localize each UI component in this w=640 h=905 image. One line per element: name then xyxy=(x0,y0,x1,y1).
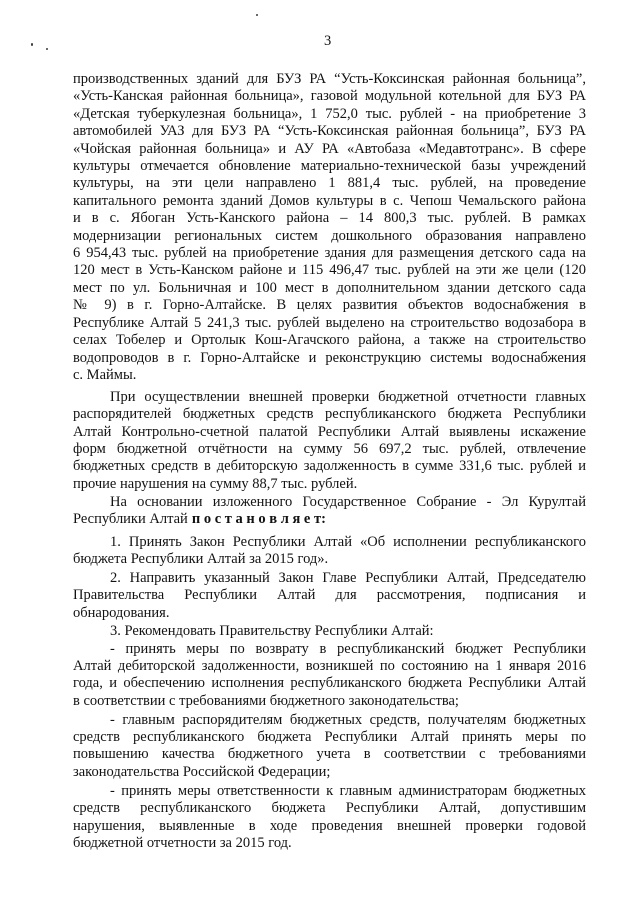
text-line: законодательства Российской Федерации; xyxy=(73,763,331,780)
page-number: 3 xyxy=(324,33,332,49)
text-line: в соответствии с требованиями бюджетного законодательства; xyxy=(73,692,459,709)
text-line: - главным распорядителям бюджетных средств, получателям бюджетных xyxy=(110,711,586,728)
resolution-item-1 xyxy=(73,534,586,569)
text-line: - принять меры ответственности к главным администраторам бюджетных xyxy=(110,782,586,799)
text-line: бюджетных средств в дебиторскую задолженность в сумме 331,6 тыс. рублей и xyxy=(73,458,586,475)
text-line: прочие нарушения на сумму 88,7 тыс. рублей. xyxy=(73,475,358,492)
text-line: производственных зданий для БУЗ РА “Усть-Коксинская районная больница”, xyxy=(73,71,586,87)
text-line: нарушения, выявленные в ходе проведения внешней проверки годовой xyxy=(73,817,586,834)
text-line: капитального ремонта зданий Домов культуры в с. Чепош Чемальского района xyxy=(73,192,586,209)
text-line: селах Тобелер и Ортолык Кош-Агачского района, а также на строительство xyxy=(73,332,586,349)
text-line: с. Маймы. xyxy=(73,366,137,383)
text-line: культуры, на эти цели направлено 1 881,4 тыс. рублей, на проведение xyxy=(73,175,586,192)
text-line: форм бюджетной отчётности на сумму 56 697,2 тыс. рублей, отвлечение xyxy=(73,441,586,458)
paragraph-audit-findings xyxy=(73,389,586,493)
scan-speck xyxy=(46,48,48,50)
text-line: 6 954,43 тыс. рублей на приобретение здания для размещения детского сада на xyxy=(73,245,586,262)
text-line: и в с. Ябоган Усть-Канского района – 14 800,3 тыс. рублей. В рамках xyxy=(73,210,586,227)
text-line: бюджета Республики Алтай за 2015 год». xyxy=(73,550,329,567)
recommendation-item-2 xyxy=(73,712,586,782)
resolution-item-2 xyxy=(73,570,586,622)
text-line: «Чойская районная больница» и АУ РА «Автобаза «Медавтотранс». В сфере xyxy=(73,140,586,157)
text-line: «Усть-Канская районная больница», газовой модульной котельной для БУЗ РА xyxy=(73,88,586,105)
paragraph-budget-spending xyxy=(73,71,586,384)
text-line: мест по ул. Больничная и 100 мест в дополнительном здании детского сада xyxy=(73,279,586,296)
text-line: года, и обеспечению исполнения республиканского бюджета Республики Алтай xyxy=(73,675,586,692)
resolution-item-3 xyxy=(73,623,586,640)
text-line: модернизации региональных систем дошкольного образования направлено xyxy=(73,227,586,244)
text-line: 3. Рекомендовать Правительству Республики Алтай: xyxy=(110,622,434,639)
text-line: распорядителей бюджетных средств республиканского бюджета Республики xyxy=(73,406,586,423)
preamble-subject: Республики Алтай xyxy=(73,511,188,528)
text-line: Алтай дебиторской задолженности, возникшей по состоянию на 1 января 2016 xyxy=(73,657,586,674)
text-line: Республике Алтай 5 241,3 тыс. рублей выделено на строительство водозабора в xyxy=(73,314,586,331)
text-line: 2. Направить указанный Закон Главе Республики Алтай, Председателю xyxy=(110,569,586,586)
resolves-keyword: п о с т а н о в л я е т: xyxy=(191,511,326,528)
text-line: При осуществлении внешней проверки бюджетной отчетности главных xyxy=(110,388,586,405)
resolution-preamble xyxy=(73,494,586,529)
text-line: средств республиканского бюджета Республики Алтай принять меры по xyxy=(73,729,586,746)
text-line: № 9) в г. Горно-Алтайске. В целях развития объектов водоснабжения в xyxy=(73,297,586,314)
scan-speck xyxy=(31,43,33,46)
text-line: Алтай Контрольно-счетной палатой Республики Алтай выявлены искажение xyxy=(73,423,586,440)
text-line: «Детская туберкулезная больница», 1 752,0 тыс. рублей - на приобретение 3 xyxy=(73,105,586,122)
text-line: - принять меры по возврату в республиканский бюджет Республики xyxy=(110,640,586,657)
text-line: автомобилей УАЗ для БУЗ РА “Усть-Коксинская районная больница”, БУЗ РА xyxy=(73,123,586,140)
text-line: водопроводов в г. Горно-Алтайске и реконструкцию системы водоснабжения xyxy=(73,349,586,366)
text-line xyxy=(73,511,586,528)
text-line: средств республиканского бюджета Республики Алтай, допустившим xyxy=(73,800,586,817)
text-line: бюджетной отчетности за 2015 год. xyxy=(73,834,292,851)
text-line: 1. Принять Закон Республики Алтай «Об исполнении республиканского xyxy=(110,533,586,550)
text-line: повышению качества бюджетного учета в соответствии с требованиями xyxy=(73,746,586,763)
text-line: На основании изложенного Государственное Собрание - Эл Курултай xyxy=(110,493,586,510)
text-line: культуры отмечается обновление материально-технической базы учреждений xyxy=(73,158,586,175)
document-body xyxy=(73,71,586,852)
recommendation-item-1 xyxy=(73,641,586,711)
recommendation-item-3 xyxy=(73,783,586,853)
scan-speck xyxy=(256,14,258,16)
text-line: обнародования. xyxy=(73,604,170,621)
text-line: Правительства Республики Алтай для рассмотрения, подписания и xyxy=(73,587,586,604)
text-line: 120 мест в Усть-Канском районе и 115 496,47 тыс. рублей на эти же цели (120 xyxy=(73,262,586,279)
